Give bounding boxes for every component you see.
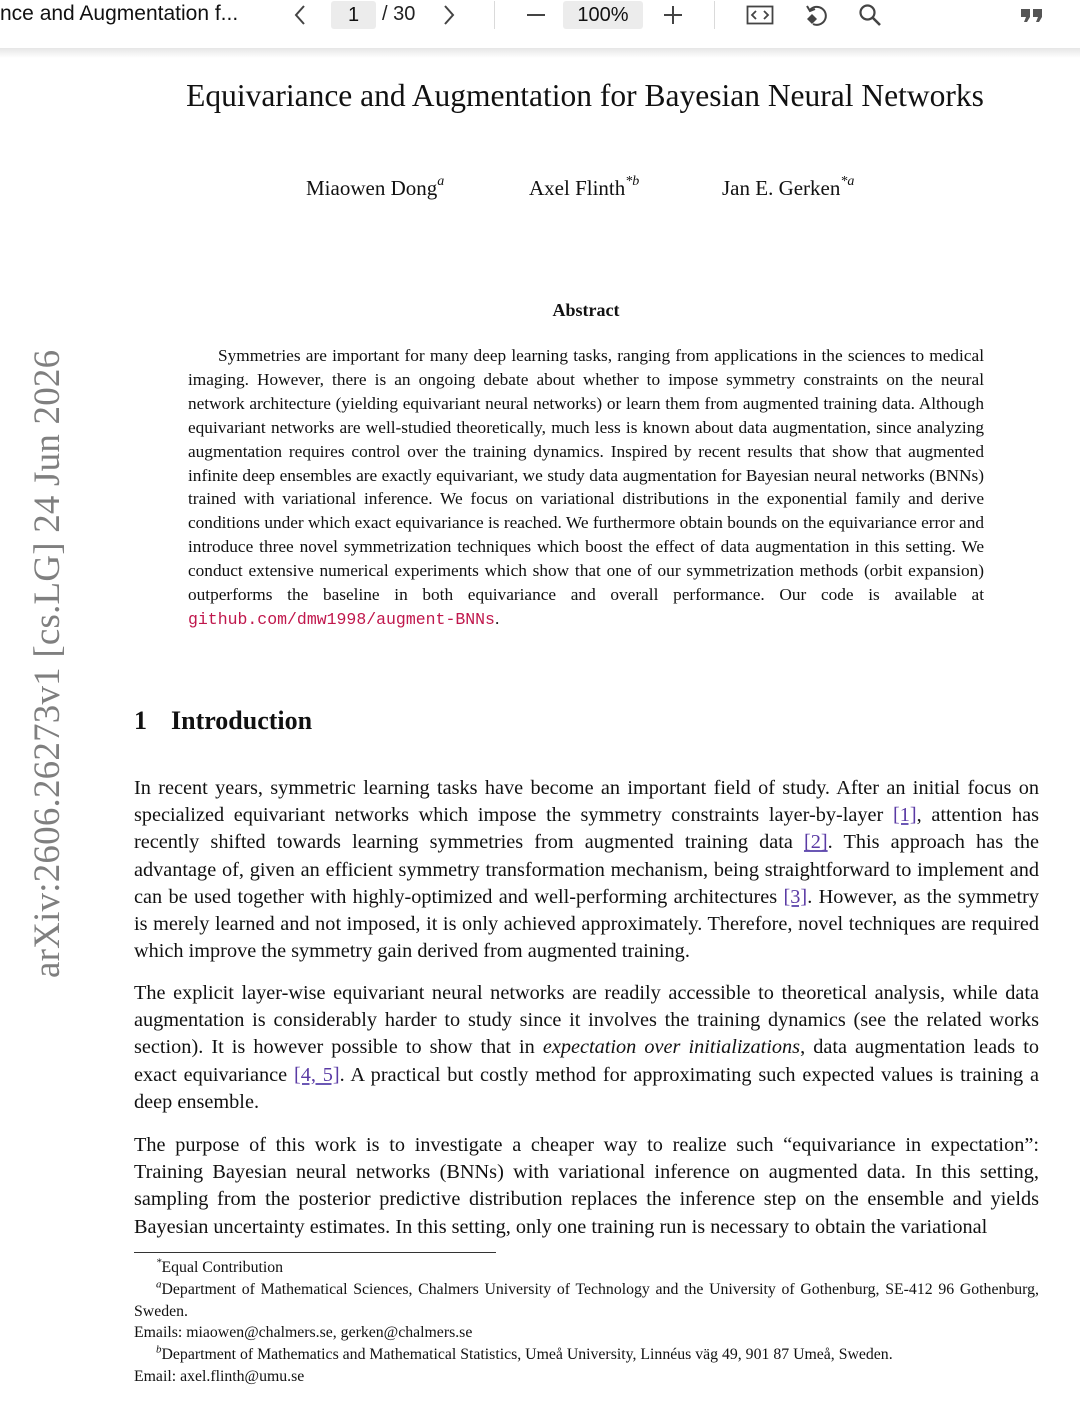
abstract-heading: Abstract xyxy=(552,300,620,320)
abstract-text: Symmetries are important for many deep learning tasks, ranging from applications in the sciences to medical imaging. However, there is an ongoing debate about whether to impose symmetry constraints on the neural network architecture (yielding equivariant neural networks) or learn them from augmented training data. Although equivariant networks are well-studied theoretically, much less is known about data augmentation, since analyzing augmentation requires control over the training dynamics. Inspired by recent results that show that augmented infinite deep ensembles are exactly equivariant, we study data augmentation for Bayesian neural networks (BNNs) trained with variational inference. We focus on variational distributions in the exponential family and derive conditions under which exact equivariance is reached. We furthermore obtain bounds on the equivariance error and introduce three novel symmetrization techniques which boost the effect of data augmentation in this setting. We conduct extensive numerical experiments which show that one of our symmetrization methods (orbit expansion) outperforms the baseline in both equivariance and overall performance. Our code is available at github.com/dmw1998/augment-BNNs. xyxy=(188,346,984,629)
citation-link[interactable]: [4, 5] xyxy=(293,1063,340,1086)
toolbar-divider xyxy=(494,1,495,29)
rotate-icon[interactable] xyxy=(803,3,831,27)
search-icon[interactable] xyxy=(858,3,882,27)
fit-page-icon[interactable] xyxy=(745,3,775,27)
footnote-email: Email: axel.flinth@umu.se xyxy=(134,1368,305,1385)
document-title: nce and Augmentation f... xyxy=(0,2,239,25)
body-paragraph: The purpose of this work is to investigate a cheaper way to realize such “equivariance in expectation”: Training Bayesian neural networks (BNNs) with variational inference on augmented data. In this setting, sampling from the posterior predictive distribution replaces the inference step on the ensemble and yields Bayesian uncertainty estimates. In this setting, only one training run is necessary to obtain the variational xyxy=(134,1134,1039,1238)
footnote-emails: Emails: miaowen@chalmers.se, gerken@chalmers.se xyxy=(134,1324,473,1341)
author: Miaowen Dong$^a$ xyxy=(306,174,445,200)
author: Jan E. Gerken$^{*a}$ xyxy=(722,174,855,200)
zoom-out-icon[interactable] xyxy=(524,3,548,27)
comment-icon[interactable] xyxy=(1018,3,1046,27)
author: Axel Flinth$^{*b}$ xyxy=(529,174,640,200)
citation-link[interactable]: [3] xyxy=(783,885,808,908)
toolbar-divider xyxy=(714,1,715,29)
viewer-toolbar xyxy=(0,0,1080,30)
footnote: $^b$Department of Mathematics and Mathematical Statistics, Umeå University, Linnéus väg 49, 901 87 Umeå, Sweden. xyxy=(156,1343,893,1363)
zoom-in-icon[interactable] xyxy=(661,3,685,27)
page-number-input[interactable]: 1 xyxy=(331,1,376,29)
arxiv-stamp: arXiv:2606.26273v1 [cs.LG] 24 Jun 2026 xyxy=(27,350,68,979)
chevron-right-icon[interactable] xyxy=(437,3,461,27)
chevron-left-icon[interactable] xyxy=(288,3,312,27)
page-total: / 30 xyxy=(382,3,416,25)
body-paragraph: In recent years, symmetric learning tasks have become an important field of study. After an initial focus on specialized equivariant networks which impose the symmetry constraints layer-by-layer [1], attention has recently shifted towards learning symmetries from augmented training data [2]. This approach has the advantage of, given an efficient symmetry transformation mechanism, being straightforward to implement and can be used together with highly-optimized and well-performing architectures [3]. However, as the symmetry is merely learned and not imposed, it is only achieved approximately. Therefore, novel techniques are required which improve the symmetry gain derived from augmented training. xyxy=(134,777,1040,963)
zoom-level[interactable]: 100% xyxy=(563,1,643,29)
section-heading: 1 Introduction xyxy=(134,706,313,735)
citation-link[interactable]: [1] xyxy=(892,804,917,827)
paper-title: Equivariance and Augmentation for Bayesian Neural Networks xyxy=(186,78,984,113)
footnote: *Equal Contribution xyxy=(156,1256,284,1276)
toolbar-shadow xyxy=(0,48,1080,58)
footnote: $^a$Department of Mathematical Sciences, Chalmers University of Technology and the University of Gothenburg, SE-412 96 Gothenburg, Sweden. xyxy=(134,1278,1039,1320)
body-paragraph: The explicit layer-wise equivariant neural networks are readily accessible to theoretical analysis, while data augmentation is considerably harder to study since it involves the training dynamics (see the related works section). It is however possible to show that in expectation over initializations, data augmentation leads to exact equivariance [4, 5]. A practical but costly method for approximating such expected values is training a deep ensemble. xyxy=(134,982,1039,1113)
code-link[interactable]: github.com/dmw1998/augment-BNNs xyxy=(188,609,495,629)
citation-link[interactable]: [2] xyxy=(803,831,828,854)
footnote-rule xyxy=(134,1252,496,1253)
